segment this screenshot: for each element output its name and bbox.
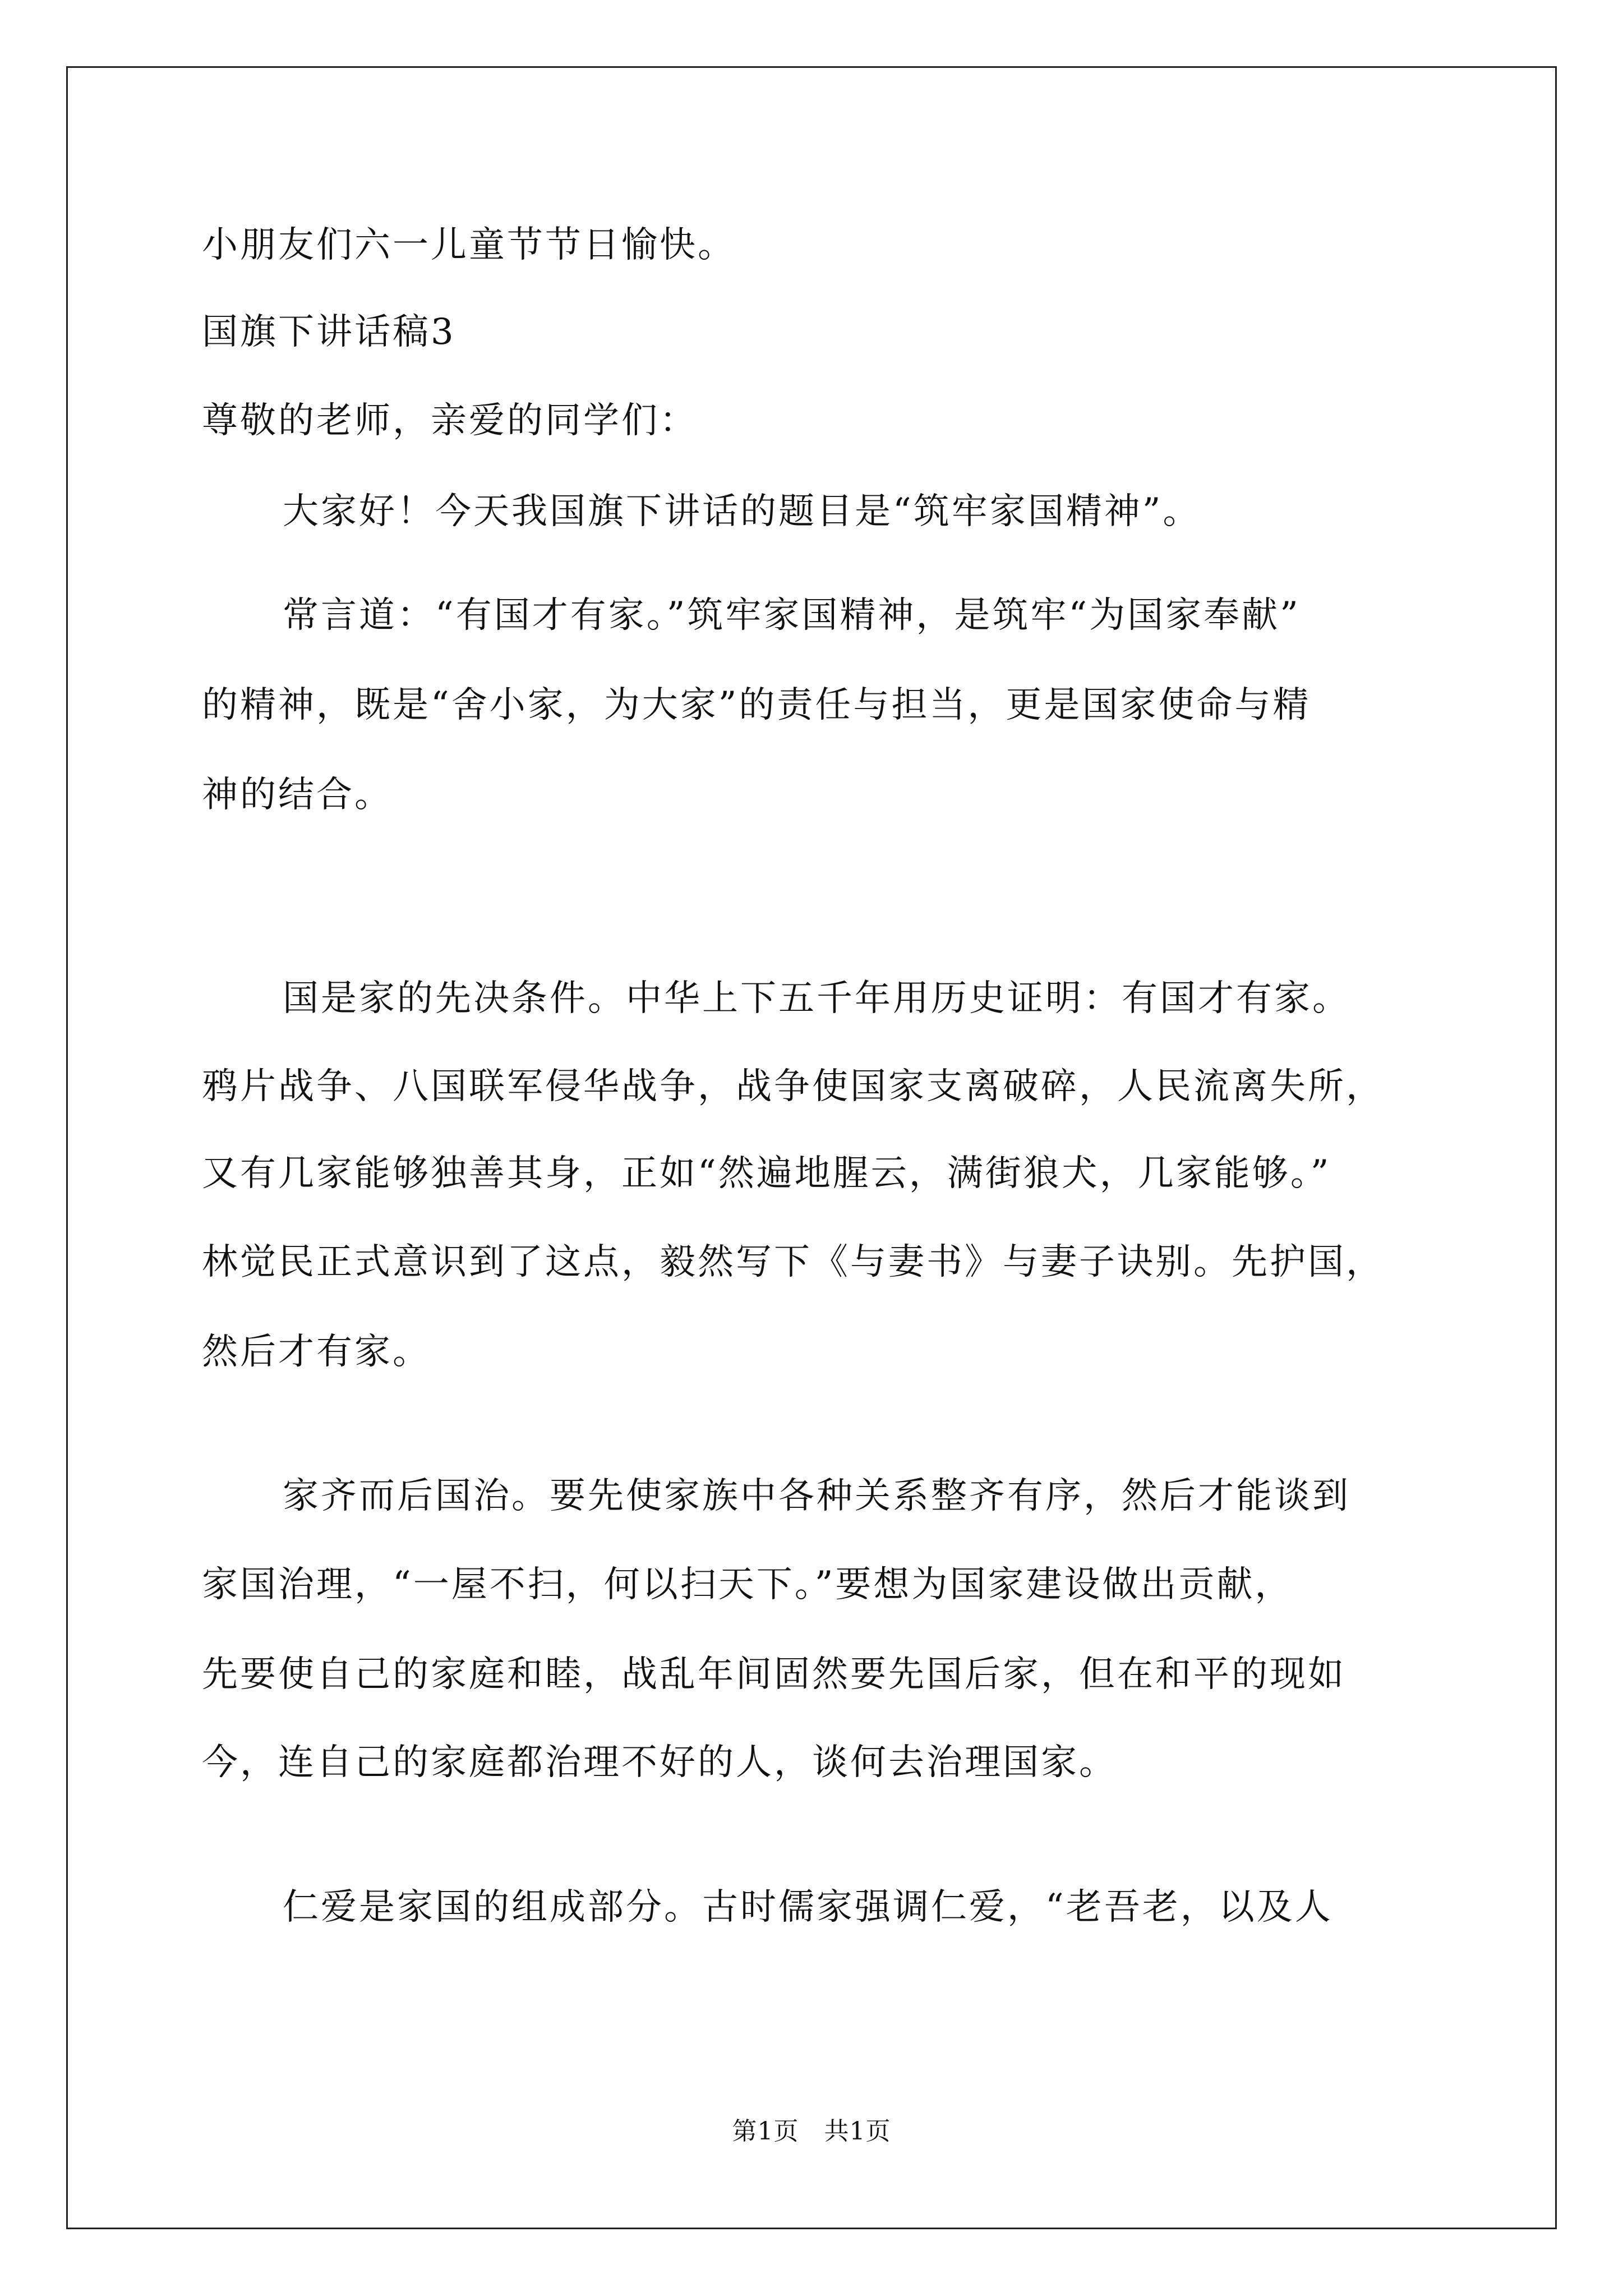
text-line: 今，连自己的家庭都治理不好的人，谈何去治理国家。 <box>202 1742 1117 1783</box>
text-line: 大家好！今天我国旗下讲话的题目是“筑牢家国精神”。 <box>283 491 1201 532</box>
text-line: 又有几家能够独善其身，正如“然遍地腥云，满街狼犬，几家能够。” <box>202 1153 1331 1194</box>
text-line: 家国治理，“一屋不扫，何以扫天下。”要想为国家建设做出贡献， <box>202 1564 1293 1605</box>
text-line: 鸦片战争、八国联军侵华战争，战争使国家支离破碎，人民流离失所， <box>202 1066 1384 1107</box>
section-title: 国旗下讲话稿3 <box>202 311 456 353</box>
text-line: 然后才有家。 <box>202 1331 431 1373</box>
text-line: 国是家的先决条件。中华上下五千年用历史证明：有国才有家。 <box>283 978 1350 1019</box>
text-line: 神的结合。 <box>202 774 393 816</box>
text-line: 林觉民正式意识到了这点，毅然写下《与妻书》与妻子诀别。先护国， <box>202 1241 1384 1283</box>
page-number: 第1页 共1页 <box>732 2117 891 2146</box>
text-line: 常言道：“有国才有家。”筑牢家国精神，是筑牢“为国家奉献” <box>283 595 1301 636</box>
text-line: 家齐而后国治。要先使家族中各种关系整齐有序，然后才能谈到 <box>283 1475 1350 1517</box>
text-line: 小朋友们六一儿童节节日愉快。 <box>202 224 736 266</box>
text-line: 仁爱是家国的组成部分。古时儒家强调仁爱，“老吾老，以及人 <box>283 1887 1333 1928</box>
text-line: 的精神，既是“舍小家，为大家”的责任与担当，更是国家使命与精 <box>202 684 1311 726</box>
salutation: 尊敬的老师，亲爱的同学们： <box>202 400 698 441</box>
text-line: 先要使自己的家庭和睦，战乱年间固然要先国后家，但在和平的现如 <box>202 1654 1346 1695</box>
